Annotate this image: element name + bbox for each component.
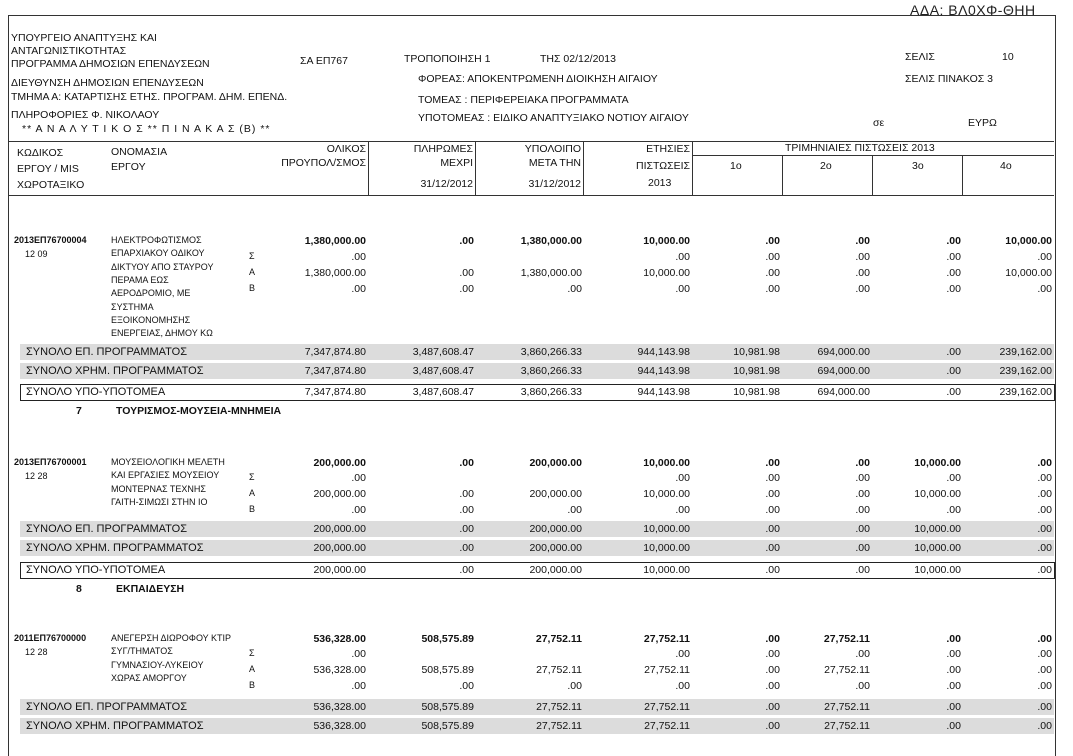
project-s-value: .00 [855,472,870,484]
project-s-value: .00 [946,472,961,484]
project-a-value: 10,000.00 [1005,267,1052,279]
sum-value: 944,143.98 [637,386,690,398]
project-a-value: .00 [765,267,780,279]
sum-value: 694,000.00 [817,386,870,398]
col-q1: 1ο [730,160,742,172]
sum-value: 10,981.98 [733,346,780,358]
project-main-value: 27,752.11 [535,633,582,645]
sum-value: .00 [855,523,870,535]
sum-value: 10,000.00 [914,564,961,576]
sum-label: ΣΥΝΟΛΟ ΧΡΗΜ. ΠΡΟΓΡΑΜΜΑΤΟΣ [26,720,204,732]
header-selis-value: 10 [1002,51,1014,63]
project-b-value: .00 [675,680,690,692]
sum-value: 944,143.98 [637,365,690,377]
section-number: 8 [76,583,82,595]
sum-value: .00 [1037,523,1052,535]
sum-label: ΣΥΝΟΛΟ ΕΠ. ΠΡΟΓΡΑΜΜΑΤΟΣ [26,523,188,535]
project-b-value: .00 [855,680,870,692]
project-a-value: .00 [765,488,780,500]
sum-value: 239,162.00 [999,365,1052,377]
project-b-value: .00 [1037,680,1052,692]
sum-value: 10,000.00 [643,523,690,535]
project-a-value: .00 [765,664,780,676]
sum-value: .00 [946,701,961,713]
sum-value: 200,000.00 [313,523,366,535]
ada-code: ΑΔΑ: ΒΛ0ΧΦ-ΘΗΗ [910,2,1036,18]
project-name-line: ΑΕΡΟΔΡΟΜΙΟ, ΜΕ [111,288,191,299]
project-main-value: 10,000.00 [1005,235,1052,247]
col-remain-1: ΥΠΟΛΟΙΠΟ [524,143,581,155]
project-b-value: .00 [1037,283,1052,295]
col-divider [872,155,873,195]
col-code-3: ΧΩΡΟΤΑΞΙΚΟ [17,179,85,191]
header-foreas: ΦΟΡΕΑΣ: ΑΠΟΚΕΝΤΡΩΜΕΝΗ ΔΙΟΙΚΗΣΗ ΑΙΓΑΙΟΥ [418,73,658,85]
project-s-value: .00 [351,472,366,484]
project-name-line: ΚΑΙ ΕΡΓΑΣΙΕΣ ΜΟΥΣΕΙΟΥ [111,470,220,481]
project-main-value: .00 [765,633,780,645]
project-main-value: .00 [459,235,474,247]
header-directorate: ΔΙΕΥΘΥΝΣΗ ΔΗΜΟΣΙΩΝ ΕΠΕΝΔΥΣΕΩΝ [11,77,204,89]
project-main-value: .00 [1037,633,1052,645]
row-letter: Β [249,680,256,690]
sum-label: ΣΥΝΟΛΟ ΕΠ. ΠΡΟΓΡΑΜΜΑΤΟΣ [26,346,188,358]
sum-value: 508,575.89 [421,701,474,713]
header-sa: ΣΑ ΕΠ767 [300,55,348,67]
sum-value: 10,000.00 [643,542,690,554]
row-letter: Β [249,283,256,293]
row-letter: Α [249,664,256,674]
sum-value: 10,981.98 [733,365,780,377]
project-name-line: ΕΠΑΡΧΙΑΚΟΥ ΟΔΙΚΟΥ [111,248,205,259]
project-a-value: .00 [946,267,961,279]
project-a-value: 10,000.00 [643,267,690,279]
col-name-2: ΕΡΓΟΥ [111,161,146,173]
sum-value: .00 [946,346,961,358]
section-title: ΕΚΠΑΙΔΕΥΣΗ [116,583,185,595]
sum-value: 200,000.00 [313,564,366,576]
sum-value: 694,000.00 [817,365,870,377]
project-b-value: .00 [855,504,870,516]
project-a-value: 27,752.11 [644,664,690,676]
project-s-value: .00 [765,648,780,660]
project-main-value: 10,000.00 [914,457,961,469]
header-info: ΠΛΗΡΟΦΟΡΙΕΣ Φ. ΝΙΚΟΛΑΟΥ [11,109,160,121]
project-main-value: .00 [765,235,780,247]
project-main-value: 10,000.00 [643,457,690,469]
sum-value: 27,752.11 [644,720,690,732]
sum-label: ΣΥΝΟΛΟ ΥΠΟ-ΥΠΟΤΟΜΕΑ [26,564,166,576]
project-b-value: .00 [567,283,582,295]
sum-value: 27,752.11 [824,720,870,732]
project-main-value: .00 [765,457,780,469]
col-divider [692,141,693,195]
project-s-value: .00 [765,251,780,263]
sum-value: 694,000.00 [817,346,870,358]
project-code: 2011ΕΠ76700000 [14,633,87,643]
project-b-value: .00 [567,680,582,692]
header-selis-label: ΣΕΛΙΣ [905,51,935,63]
sum-value: 7,347,874.80 [304,386,366,398]
sum-value: 200,000.00 [529,523,582,535]
project-a-value: 10,000.00 [643,488,690,500]
sum-value: 944,143.98 [637,346,690,358]
col-divider [475,141,476,195]
project-name-line: ΕΞΟΙΚΟΝΟΜΗΣΗΣ [111,314,191,325]
project-name-line: ΕΝΕΡΓΕΙΑΣ, ΔΗΜΟΥ ΚΩ [111,328,213,339]
project-code: 2013ΕΠ76700004 [14,235,87,245]
row-letter: Σ [249,251,255,261]
sum-value: .00 [855,542,870,554]
project-s-value: .00 [675,472,690,484]
project-b-value: .00 [765,680,780,692]
sum-value: 7,347,874.80 [304,365,366,377]
sum-value: 508,575.89 [421,720,474,732]
header-ypotomeas: ΥΠΟΤΟΜΕΑΣ : ΕΙΔΙΚΟ ΑΝΑΠΤΥΞΙΑΚΟ ΝΟΤΙΟΥ ΑΙΓΑΙΟΥ [418,112,689,124]
header-bottom-rule [8,195,1054,196]
quarterly-rule [692,155,1054,156]
project-main-value: .00 [946,235,961,247]
col-q4: 4ο [1000,160,1012,172]
sum-value: 200,000.00 [313,542,366,554]
col-annual-2: ΠΙΣΤΩΣΕΙΣ [636,160,690,172]
col-quarterly: ΤΡΙΜΗΝΙΑΙΕΣ ΠΙΣΤΩΣΕΙΣ 2013 [785,142,935,154]
project-main-value: 27,752.11 [823,633,870,645]
project-main-value: .00 [946,633,961,645]
project-b-value: .00 [351,283,366,295]
project-name-line: ΔΙΚΤΥΟΥ ΑΠΟ ΣΤΑΥΡΟΥ [111,261,214,272]
project-s-value: .00 [855,648,870,660]
project-s-value: .00 [765,472,780,484]
project-chorotaxiko: 12 28 [25,471,48,481]
project-main-value: 10,000.00 [643,235,690,247]
col-paid-3: 31/12/2012 [420,178,473,190]
sum-value: 10,981.98 [733,386,780,398]
project-b-value: .00 [675,504,690,516]
sum-value: .00 [946,386,961,398]
sum-value: .00 [459,564,474,576]
sum-value: 200,000.00 [529,564,582,576]
project-main-value: .00 [855,235,870,247]
project-a-value: 27,752.11 [824,664,870,676]
project-a-value: .00 [1037,488,1052,500]
sum-value: .00 [459,542,474,554]
project-s-value: .00 [1037,251,1052,263]
section-number: 7 [76,405,82,417]
sum-value: .00 [765,564,780,576]
col-divider [782,155,783,195]
sum-value: .00 [1037,542,1052,554]
project-b-value: .00 [946,504,961,516]
sum-value: .00 [459,523,474,535]
col-divider [962,155,963,195]
sum-value: 3,860,266.33 [520,386,582,398]
project-b-value: .00 [946,680,961,692]
sum-value: .00 [765,701,780,713]
project-a-value: 508,575.89 [421,664,474,676]
project-main-value: 536,328.00 [313,633,366,645]
project-b-value: .00 [459,504,474,516]
project-code: 2013ΕΠ76700001 [14,457,87,467]
sum-value: 239,162.00 [999,386,1052,398]
project-b-value: .00 [946,283,961,295]
project-name-line: ΗΛΕΚΤΡΟΦΩΤΙΣΜΟΣ [111,235,202,245]
col-code-2: ΕΡΓΟΥ / MIS [17,163,79,175]
project-main-value: 1,380,000.00 [520,235,582,247]
project-main-value: .00 [855,457,870,469]
sum-value: 10,000.00 [914,523,961,535]
header-selis-pinakos: ΣΕΛΙΣ ΠΙΝΑΚΟΣ 3 [905,73,994,85]
sum-value: .00 [1037,720,1052,732]
sum-value: 200,000.00 [529,542,582,554]
project-a-value: .00 [459,267,474,279]
project-b-value: .00 [459,680,474,692]
project-a-value: 536,328.00 [313,664,366,676]
sum-label: ΣΥΝΟΛΟ ΕΠ. ΠΡΟΓΡΑΜΜΑΤΟΣ [26,701,188,713]
sum-value: 27,752.11 [824,701,870,713]
project-a-value: 27,752.11 [536,664,582,676]
header-currency: ΕΥΡΩ [968,117,997,129]
sum-value: 27,752.11 [536,701,582,713]
project-main-value: 508,575.89 [421,633,474,645]
row-letter: Β [249,504,256,514]
project-main-value: 200,000.00 [313,457,366,469]
sum-value: 27,752.11 [536,720,582,732]
sum-label: ΣΥΝΟΛΟ ΧΡΗΜ. ΠΡΟΓΡΑΜΜΑΤΟΣ [26,365,204,377]
project-s-value: .00 [351,251,366,263]
project-a-value: .00 [459,488,474,500]
project-b-value: .00 [855,283,870,295]
col-annual-1: ΕΤΗΣΙΕΣ [646,143,690,155]
project-chorotaxiko: 12 09 [25,249,48,259]
row-letter: Σ [249,648,255,658]
project-b-value: .00 [765,283,780,295]
project-s-value: .00 [1037,472,1052,484]
section-title: ΤΟΥΡΙΣΜΟΣ-ΜΟΥΣΕΙΑ-ΜΝΗΜΕΙΑ [116,405,282,417]
project-s-value: .00 [1037,648,1052,660]
project-s-value: .00 [855,251,870,263]
project-name-line: ΣΥΣΤΗΜΑ [111,301,154,312]
project-b-value: .00 [351,504,366,516]
project-name-line: ΣΥΓ/ΤΗΜΑΤΟΣ [111,646,173,657]
project-s-value: .00 [675,251,690,263]
col-paid-1: ΠΛΗΡΩΜΕΣ [413,143,473,155]
project-s-value: .00 [946,648,961,660]
col-q2: 2ο [820,160,832,172]
sum-value: 536,328.00 [313,701,366,713]
sum-value: .00 [855,564,870,576]
col-total-2: ΠΡΟΥΠΟΛ/ΣΜΟΣ [281,157,366,169]
project-name-line: ΜΟΥΣΕΙΟΛΟΓΙΚΗ ΜΕΛΕΤΗ [111,457,225,467]
project-b-value: .00 [1037,504,1052,516]
row-letter: Σ [249,472,255,482]
sum-value: .00 [1037,701,1052,713]
sum-value: 7,347,874.80 [304,346,366,358]
sum-value: 3,487,608.47 [412,365,474,377]
sum-value: .00 [946,720,961,732]
project-name-line: ΜΟΝΤΕΡΝΑΣ ΤΕΧΝΗΣ [111,483,206,494]
project-a-value: .00 [855,488,870,500]
sum-value: 536,328.00 [313,720,366,732]
sum-value: 10,000.00 [643,564,690,576]
project-b-value: .00 [459,283,474,295]
sum-value: .00 [765,720,780,732]
project-main-value: .00 [459,457,474,469]
sum-value: .00 [765,542,780,554]
header-se: σε [873,117,885,129]
row-letter: Α [249,488,256,498]
row-letter: Α [249,267,256,277]
header-department: ΤΜΗΜΑ Α: ΚΑΤΑΡΤΙΣΗΣ ΕΤΗΣ. ΠΡΟΓΡΑΜ. ΔΗΜ. ΕΠΕΝΔ. [11,91,288,103]
project-chorotaxiko: 12 28 [25,647,48,657]
sum-value: 3,487,608.47 [412,346,474,358]
project-s-value: .00 [675,648,690,660]
col-q3: 3ο [912,160,924,172]
col-annual-3: 2013 [648,177,672,189]
sum-value: 27,752.11 [644,701,690,713]
sum-value: 3,860,266.33 [520,346,582,358]
project-name-line: ΓΥΜΝΑΣΙΟΥ-ΛΥΚΕΙΟΥ [111,659,204,670]
header-program: ΠΡΟΓΡΑΜΜΑ ΔΗΜΟΣΙΩΝ ΕΠΕΝΔΥΣΕΩΝ [11,58,210,70]
project-a-value: .00 [855,267,870,279]
header-date: ΤΗΣ 02/12/2013 [540,53,616,65]
project-name-line: ΓΑΙΤΗ-ΣΙΜΩΣΙ ΣΤΗΝ ΙΟ [111,496,208,507]
project-a-value: .00 [1037,664,1052,676]
project-a-value: 1,380,000.00 [520,267,582,279]
project-b-value: .00 [351,680,366,692]
col-code-1: ΚΩΔΙΚΟΣ [17,147,64,159]
project-b-value: .00 [675,283,690,295]
sum-value: .00 [765,523,780,535]
project-b-value: .00 [567,504,582,516]
sum-value: 10,000.00 [914,542,961,554]
project-a-value: .00 [946,664,961,676]
project-name-line: ΠΕΡΑΜΑ ΕΩΣ [111,274,169,285]
project-b-value: .00 [765,504,780,516]
col-remain-3: 31/12/2012 [528,178,581,190]
project-a-value: 200,000.00 [529,488,582,500]
sum-value: 3,487,608.47 [412,386,474,398]
header-analytikos: ** Α Ν Α Λ Υ Τ Ι Κ Ο Σ ** Π Ι Ν Α Κ Α Σ (Β) ** [22,123,271,135]
project-a-value: 10,000.00 [914,488,961,500]
project-main-value: 200,000.00 [529,457,582,469]
project-name-line: ΑΝΕΓΕΡΣΗ ΔΙΩΡΟΦΟΥ ΚΤΙΡ [111,633,232,643]
sum-value: .00 [946,365,961,377]
project-s-value: .00 [351,648,366,660]
col-remain-2: ΜΕΤΑ ΤΗΝ [528,157,581,169]
col-total-1: ΟΛΙΚΟΣ [326,143,366,155]
project-main-value: .00 [1037,457,1052,469]
header-ministry-2: ΑΝΤΑΓΩΝΙΣΤΙΚΟΤΗΤΑΣ [11,45,127,57]
sum-value: 3,860,266.33 [520,365,582,377]
col-divider [583,141,584,195]
sum-value: .00 [1037,564,1052,576]
header-tropopoiisi: ΤΡΟΠΟΠΟΙΗΣΗ 1 [404,53,491,65]
sum-label: ΣΥΝΟΛΟ ΧΡΗΜ. ΠΡΟΓΡΑΜΜΑΤΟΣ [26,542,204,554]
sum-label: ΣΥΝΟΛΟ ΥΠΟ-ΥΠΟΤΟΜΕΑ [26,386,166,398]
project-a-value: 1,380,000.00 [304,267,366,279]
col-paid-2: ΜΕΧΡΙ [440,157,473,169]
sum-value: 239,162.00 [999,346,1052,358]
project-name-line: ΧΩΡΑΣ ΑΜΟΡΓΟΥ [111,672,187,683]
project-a-value: 200,000.00 [313,488,366,500]
project-main-value: 1,380,000.00 [304,235,366,247]
header-ministry-1: ΥΠΟΥΡΓΕΙΟ ΑΝΑΠΤΥΞΗΣ ΚΑΙ [11,32,157,44]
project-s-value: .00 [946,251,961,263]
header-tomeas: ΤΟΜΕΑΣ : ΠΕΡΙΦΕΡΕΙΑΚΑ ΠΡΟΓΡΑΜΜΑΤΑ [418,94,629,106]
project-main-value: 27,752.11 [643,633,690,645]
col-name-1: ΟΝΟΜΑΣΙΑ [111,146,168,158]
col-divider [368,141,369,195]
